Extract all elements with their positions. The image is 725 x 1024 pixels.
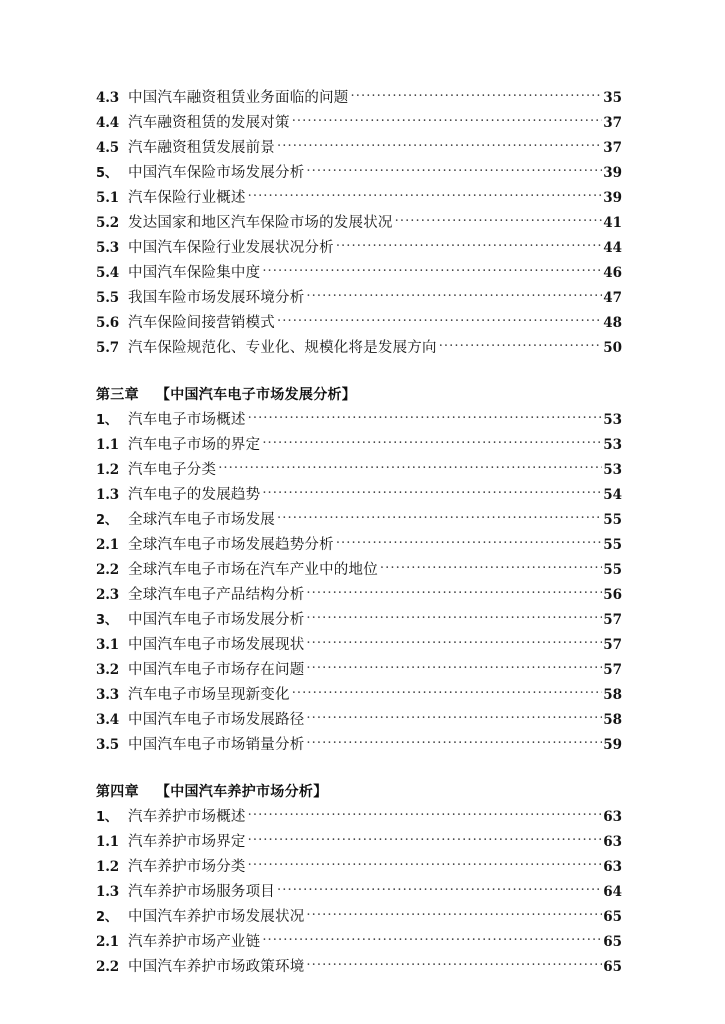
- toc-entry-number: 2.1: [96, 537, 119, 553]
- toc-page-number: 53: [603, 437, 622, 453]
- toc-entry-number: 2.2: [96, 959, 119, 975]
- toc-leader-dots: [306, 585, 602, 599]
- toc-entry-title: 汽车保险规范化、专业化、规模化将是发展方向: [128, 340, 437, 356]
- toc-entry-title: 汽车养护市场分类: [128, 859, 246, 875]
- toc-entry-number: 3.1: [96, 637, 119, 653]
- toc-entry-title: 汽车养护市场产业链: [128, 934, 261, 950]
- toc-page-number: 37: [603, 140, 622, 156]
- toc-leader-dots: [336, 535, 602, 549]
- toc-page-number: 63: [603, 809, 622, 825]
- toc-page-number: 44: [603, 240, 622, 256]
- toc-entry[interactable]: [96, 483, 622, 508]
- toc-leader-dots: [277, 510, 602, 524]
- toc-leader-dots: [277, 882, 602, 896]
- toc-entry-number: 5.4: [96, 265, 119, 281]
- toc-leader-dots: [306, 288, 602, 302]
- toc-page-number: 57: [603, 662, 622, 678]
- toc-page-number: 59: [603, 737, 622, 753]
- toc-leader-dots: [336, 238, 602, 252]
- toc-page-number: 55: [603, 562, 622, 578]
- toc-entry[interactable]: [96, 236, 622, 261]
- toc-entry-title: 汽车电子市场的界定: [128, 437, 261, 453]
- toc-page-number: 57: [603, 612, 622, 628]
- chapter-heading: [96, 780, 622, 805]
- toc-entry-number: 3.2: [96, 662, 119, 678]
- toc-entry[interactable]: [96, 880, 622, 905]
- toc-entry[interactable]: [96, 583, 622, 608]
- toc-entry-title: 汽车融资租赁发展前景: [128, 140, 275, 156]
- toc-entry[interactable]: [96, 633, 622, 658]
- chapter-label: 第三章: [96, 387, 139, 403]
- toc-page-number: 63: [603, 859, 622, 875]
- toc-page-number: 65: [603, 909, 622, 925]
- toc-entry-number: 5.7: [96, 340, 119, 356]
- toc-entry-title: 中国汽车电子市场销量分析: [128, 737, 305, 753]
- toc-entry[interactable]: [96, 261, 622, 286]
- toc-entry-number: 2、: [96, 910, 118, 925]
- toc-entry-title: 中国汽车养护市场发展状况: [128, 909, 305, 925]
- toc-entry[interactable]: [96, 211, 622, 236]
- toc-entry-title: 汽车保险间接营销模式: [128, 315, 275, 331]
- toc-entry-title: 中国汽车保险集中度: [128, 265, 261, 281]
- toc-entry-title: 汽车保险行业概述: [128, 190, 246, 206]
- chapter-title: 【中国汽车养护市场分析】: [155, 784, 328, 800]
- toc-entry-number: 4.4: [96, 115, 119, 131]
- toc-entry[interactable]: [96, 855, 622, 880]
- toc-page-number: 55: [603, 512, 622, 528]
- toc-leader-dots: [292, 113, 603, 127]
- toc-entry-title: 汽车电子市场概述: [128, 412, 246, 428]
- toc-entry[interactable]: [96, 508, 622, 533]
- toc-page-number: 58: [603, 687, 622, 703]
- toc-leader-dots: [262, 263, 602, 277]
- toc-entry-number: 1.3: [96, 884, 119, 900]
- toc-entry[interactable]: [96, 186, 622, 211]
- toc-leader-dots: [306, 660, 602, 674]
- toc-entry-number: 5.3: [96, 240, 119, 256]
- toc-page-number: 57: [603, 637, 622, 653]
- toc-entry[interactable]: [96, 955, 622, 980]
- toc-entry[interactable]: [96, 658, 622, 683]
- toc-entry-title: 汽车养护市场服务项目: [128, 884, 275, 900]
- toc-page-number: 63: [603, 834, 622, 850]
- toc-leader-dots: [306, 710, 602, 724]
- toc-leader-dots: [248, 857, 603, 871]
- toc-entry-number: 3、: [96, 613, 118, 628]
- toc-entry-title: 汽车融资租赁的发展对策: [128, 115, 290, 131]
- toc-leader-dots: [218, 460, 602, 474]
- toc-leader-dots: [248, 832, 603, 846]
- toc-entry-title: 中国汽车保险市场发展分析: [128, 165, 305, 181]
- toc-page-number: 46: [603, 265, 622, 281]
- toc-entry-number: 5、: [96, 166, 118, 181]
- toc-entry-number: 1.1: [96, 437, 119, 453]
- toc-entry-number: 2、: [96, 513, 118, 528]
- toc-entry[interactable]: [96, 458, 622, 483]
- toc-page-number: 58: [603, 712, 622, 728]
- toc-entry[interactable]: [96, 830, 622, 855]
- toc-entry-title: 全球汽车电子市场在汽车产业中的地位: [128, 562, 378, 578]
- toc-page-number: 39: [603, 165, 622, 181]
- toc-leader-dots: [306, 635, 602, 649]
- toc-entry-number: 4.5: [96, 140, 119, 156]
- toc-entry[interactable]: [96, 930, 622, 955]
- toc-entry-number: 2.2: [96, 562, 119, 578]
- toc-page-number: 48: [603, 315, 622, 331]
- toc-entry[interactable]: [96, 111, 622, 136]
- toc-entry[interactable]: [96, 311, 622, 336]
- toc-leader-dots: [380, 560, 602, 574]
- toc-page-number: 53: [603, 412, 622, 428]
- toc-entry-title: 中国汽车融资租赁业务面临的问题: [128, 90, 349, 106]
- toc-leader-dots: [395, 213, 603, 227]
- toc-leader-dots: [306, 957, 602, 971]
- toc-page-number: 55: [603, 537, 622, 553]
- toc-entry-title: 中国汽车养护市场政策环境: [128, 959, 305, 975]
- toc-entry[interactable]: [96, 136, 622, 161]
- toc-entry-number: 1.2: [96, 859, 119, 875]
- toc-leader-dots: [306, 610, 602, 624]
- toc-entry[interactable]: [96, 408, 622, 433]
- toc-entry-number: 4.3: [96, 90, 119, 106]
- toc-entry-title: 中国汽车电子市场发展路径: [128, 712, 305, 728]
- section-spacer: [96, 361, 622, 383]
- chapter-label: 第四章: [96, 784, 139, 800]
- toc-entry-number: 3.5: [96, 737, 119, 753]
- toc-leader-dots: [277, 138, 602, 152]
- toc-entry[interactable]: [96, 86, 622, 111]
- chapter-heading: [96, 383, 622, 408]
- toc-entry[interactable]: [96, 161, 622, 186]
- toc-page-number: 47: [603, 290, 622, 306]
- toc-leader-dots: [262, 485, 602, 499]
- table-of-contents: [96, 86, 622, 980]
- toc-entry-title: 全球汽车电子市场发展趋势分析: [128, 537, 334, 553]
- toc-entry-number: 5.5: [96, 290, 119, 306]
- toc-entry-number: 5.1: [96, 190, 119, 206]
- toc-page-number: 53: [603, 462, 622, 478]
- toc-entry[interactable]: [96, 558, 622, 583]
- toc-entry-number: 1、: [96, 810, 118, 825]
- toc-entry[interactable]: [96, 805, 622, 830]
- section-spacer: [96, 758, 622, 780]
- toc-leader-dots: [262, 435, 602, 449]
- toc-entry-number: 1.2: [96, 462, 119, 478]
- toc-page-number: 56: [603, 587, 622, 603]
- toc-entry-number: 2.1: [96, 934, 119, 950]
- toc-leader-dots: [248, 188, 603, 202]
- toc-entry[interactable]: [96, 286, 622, 311]
- toc-page-number: 39: [603, 190, 622, 206]
- toc-entry[interactable]: [96, 733, 622, 758]
- toc-entry-number: 5.2: [96, 215, 119, 231]
- toc-leader-dots: [292, 685, 603, 699]
- toc-leader-dots: [351, 88, 603, 102]
- toc-entry[interactable]: [96, 608, 622, 633]
- toc-entry-title: 中国汽车保险行业发展状况分析: [128, 240, 334, 256]
- toc-leader-dots: [248, 410, 603, 424]
- toc-entry-title: 我国车险市场发展环境分析: [128, 290, 305, 306]
- toc-entry[interactable]: [96, 336, 622, 361]
- toc-entry-title: 汽车电子的发展趋势: [128, 487, 261, 503]
- toc-entry[interactable]: [96, 683, 622, 708]
- toc-entry-number: 3.3: [96, 687, 119, 703]
- toc-entry-title: 汽车电子分类: [128, 462, 217, 478]
- toc-entry-title: 中国汽车电子市场存在问题: [128, 662, 305, 678]
- toc-entry-title: 中国汽车电子市场发展分析: [128, 612, 305, 628]
- toc-entry-number: 1、: [96, 413, 118, 428]
- toc-leader-dots: [306, 163, 602, 177]
- toc-leader-dots: [262, 932, 602, 946]
- toc-page-number: 65: [603, 959, 622, 975]
- toc-leader-dots: [439, 338, 603, 352]
- toc-entry-title: 全球汽车电子市场发展: [128, 512, 275, 528]
- toc-entry[interactable]: [96, 433, 622, 458]
- chapter-title: 【中国汽车电子市场发展分析】: [155, 387, 357, 403]
- toc-page-number: 54: [603, 487, 622, 503]
- toc-page-number: 64: [603, 884, 622, 900]
- toc-entry-number: 3.4: [96, 712, 119, 728]
- toc-entry-title: 发达国家和地区汽车保险市场的发展状况: [128, 215, 393, 231]
- toc-leader-dots: [306, 907, 602, 921]
- toc-entry[interactable]: [96, 905, 622, 930]
- toc-entry[interactable]: [96, 533, 622, 558]
- toc-entry-number: 1.3: [96, 487, 119, 503]
- toc-entry-title: 汽车养护市场概述: [128, 809, 246, 825]
- toc-entry[interactable]: [96, 708, 622, 733]
- toc-leader-dots: [248, 807, 603, 821]
- toc-entry-number: 2.3: [96, 587, 119, 603]
- toc-entry-title: 中国汽车电子市场发展现状: [128, 637, 305, 653]
- toc-entry-number: 1.1: [96, 834, 119, 850]
- toc-page-number: 37: [603, 115, 622, 131]
- toc-page-number: 35: [603, 90, 622, 106]
- toc-page-number: 50: [603, 340, 622, 356]
- toc-entry-title: 全球汽车电子产品结构分析: [128, 587, 305, 603]
- toc-leader-dots: [277, 313, 602, 327]
- toc-page-number: 65: [603, 934, 622, 950]
- toc-entry-number: 5.6: [96, 315, 119, 331]
- toc-entry-title: 汽车养护市场界定: [128, 834, 246, 850]
- toc-page-number: 41: [603, 215, 622, 231]
- toc-leader-dots: [306, 735, 602, 749]
- toc-entry-title: 汽车电子市场呈现新变化: [128, 687, 290, 703]
